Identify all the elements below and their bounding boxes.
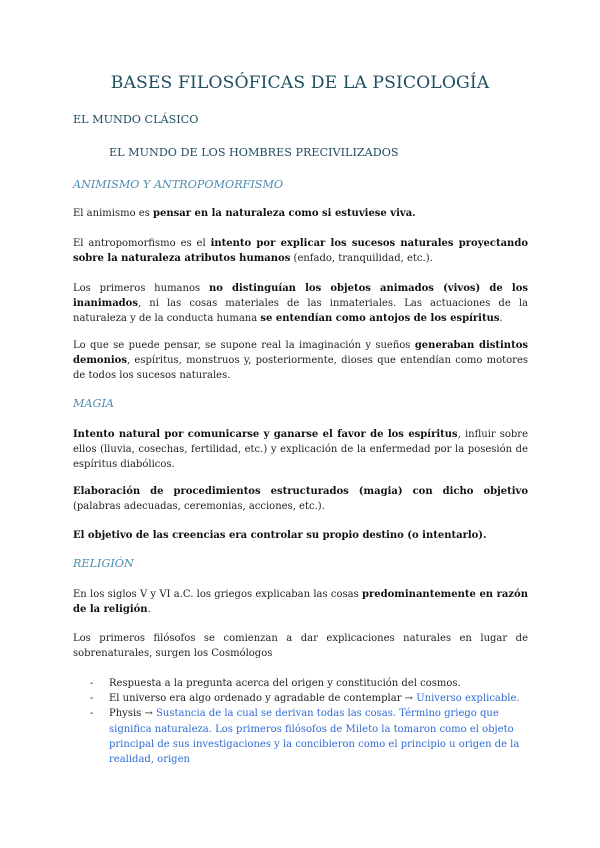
religion-paragraph-1: En los siglos V y VI a.C. los griegos explicaban las cosas predominantemente en razón de la religión. bbox=[73, 589, 529, 615]
arrow-icon: → bbox=[144, 708, 153, 720]
animismo-paragraph-4: Lo que se puede pensar, se supone real la imaginación y sueños generaban distintos demonios, espíritus, monstruos y, posteriormente, dioses que entendían como motores de todos los sucesos naturales. bbox=[73, 340, 528, 381]
list-item: - Physis → Sustancia de la cual se derivan todas las cosas. Término griego que significa naturaleza. Los primeros filósofos de Mileto la tomaron como el objeto principal de sus investigaciones y la concibieron como el principio u origen de la realidad, origen bbox=[90, 708, 520, 766]
list-item: - El universo era algo ordenado y agradable de contemplar → Universo explicable. bbox=[90, 693, 520, 705]
magia-paragraph-1: Intento natural por comunicarse y ganarse el favor de los espíritus, influir sobre ellos (lluvia, cosechas, fertilidad, etc.) y explicación de la enfermedad por la posesión de espíritus diabólicos. bbox=[73, 429, 528, 470]
subsection-heading: EL MUNDO DE LOS HOMBRES PRECIVILIZADOS bbox=[109, 146, 399, 159]
religion-heading: RELIGIÓN bbox=[73, 557, 134, 570]
magia-heading: MAGIA bbox=[73, 397, 114, 410]
magia-paragraph-3: El objetivo de las creencias era controlar su propio destino (o intentarlo). bbox=[73, 530, 487, 541]
religion-paragraph-2: Los primeros filósofos se comienzan a dar explicaciones naturales en lugar de sobrenaturales, surgen los Cosmólogos bbox=[73, 633, 528, 659]
section-heading: EL MUNDO CLÁSICO bbox=[73, 113, 199, 126]
cosmologos-list bbox=[90, 676, 530, 767]
animismo-paragraph-1: El animismo es pensar en la naturaleza como si estuviese viva. bbox=[73, 208, 416, 219]
list-item: - Respuesta a la pregunta acerca del origen y constitución del cosmos. bbox=[90, 678, 461, 689]
document-title: BASES FILOSÓFICAS DE LA PSICOLOGÍA bbox=[110, 73, 490, 93]
animismo-paragraph-3: Los primeros humanos no distinguían los objetos animados (vivos) de los inanimados, ni las cosas materiales de las inmateriales. Las actuaciones de la naturaleza y de la conducta humana se entendían como antojos de los espíritus. bbox=[73, 283, 528, 324]
animismo-paragraph-2: El antropomorfismo es el intento por explicar los sucesos naturales proyectando sobre la naturaleza atributos humanos (enfado, tranquilidad, etc.). bbox=[73, 238, 528, 264]
magia-paragraph-2: Elaboración de procedimientos estructurados (magia) con dicho objetivo (palabras adecuadas, ceremonias, acciones, etc.). bbox=[73, 486, 528, 512]
animismo-heading: ANIMISMO Y ANTROPOMORFISMO bbox=[73, 178, 284, 191]
arrow-icon: → bbox=[404, 693, 414, 705]
